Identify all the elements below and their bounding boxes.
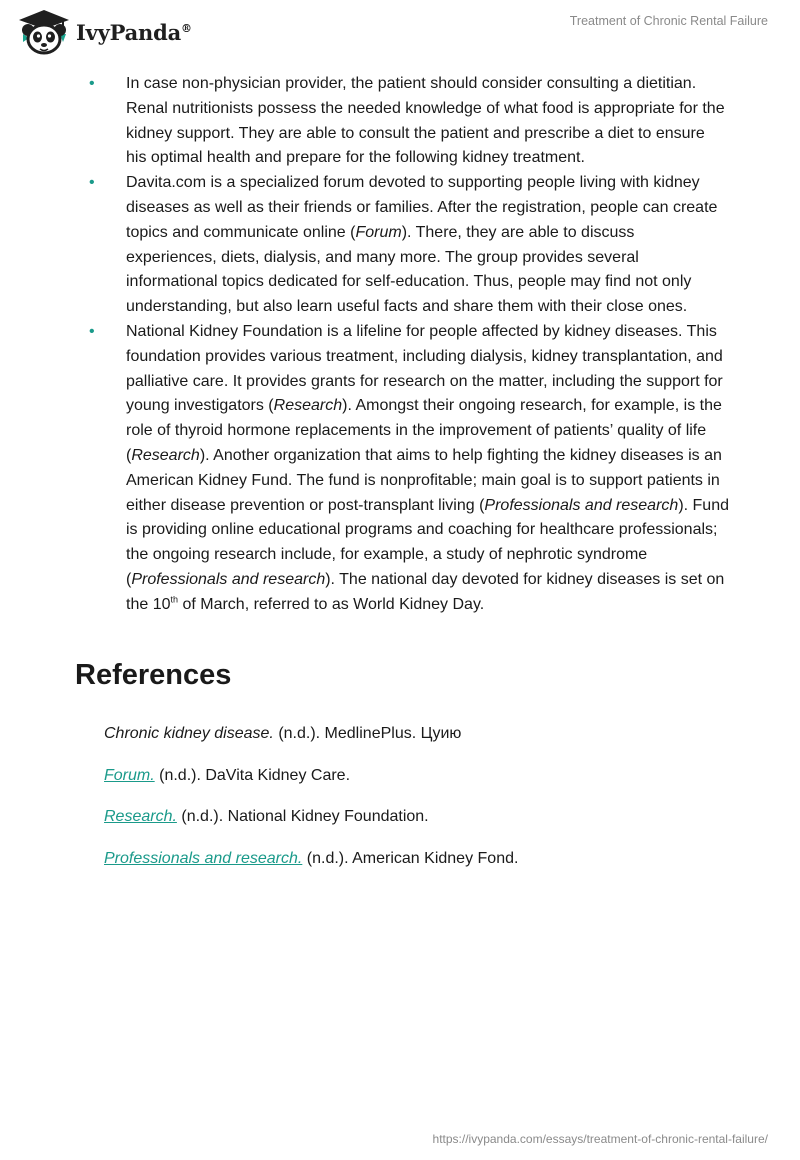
text-segment: ). Amongst their ongoing research, for example, is the role of thyroid hormone replacements in the improvement of patients’ quality of life ( <box>126 397 722 464</box>
panda-graduate-icon <box>14 8 74 56</box>
bullet-item <box>84 171 729 320</box>
bullet-dot-icon: • <box>89 322 95 340</box>
brand-logo[interactable] <box>14 8 192 56</box>
bullet-item <box>84 320 729 618</box>
bullet-text <box>126 320 729 618</box>
reference-item <box>104 847 764 871</box>
page-header <box>0 0 800 62</box>
text-segment: ). Fund is providing online educational programs and coaching for healthcare professionals; the ongoing research include, for example, a study of nephrotic syndrome ( <box>126 496 729 588</box>
bullet-item <box>84 72 729 171</box>
reference-link[interactable]: Professionals and research. <box>104 849 303 867</box>
registered-mark: ® <box>181 21 192 35</box>
text-segment: ). Another organization that aims to help fighting the kidney diseases is an American Kidney Fund. The fund is nonprofitable; main goal is to support patients in either disease prevention or post-transplant living ( <box>126 446 722 514</box>
reference-source: (n.d.). MedlinePlus. Цуию <box>273 725 462 742</box>
bullet-dot-icon: • <box>89 174 95 192</box>
bullet-list <box>84 72 729 618</box>
reference-item <box>104 722 764 746</box>
text-segment: National Kidney Foundation is a lifeline for people affected by kidney diseases. This foundation provides various treatment, including dialysis, kidney transplantation, and palliative care. It provides grants for research on the matter, including the support for young investigators ( <box>126 322 723 415</box>
reference-source: (n.d.). National Kidney Foundation. <box>176 808 429 825</box>
text-segment: th <box>170 594 178 605</box>
reference-item <box>104 764 764 788</box>
references-heading: References <box>75 659 232 691</box>
text-segment: In case non-physician provider, the patient should consider consulting a dietitian. Renal nutritionists possess the needed knowledge of what food is appropriate for the kidney support. They are able to consult the patient and prescribe a diet to ensure his optimal health and prepare for the following kidney treatment. <box>126 75 725 167</box>
citation-text: Professionals and research <box>131 570 326 588</box>
reference-item <box>104 805 764 829</box>
footer-url[interactable]: https://ivypanda.com/essays/treatment-of-chronic-rental-failure/ <box>432 1132 768 1146</box>
reference-link[interactable]: Research. <box>104 808 177 825</box>
bullet-dot-icon: • <box>89 75 95 92</box>
brand-name: IvyPanda® <box>76 19 192 45</box>
citation-text: Research <box>273 397 343 415</box>
reference-source: (n.d.). DaVita Kidney Care. <box>154 766 351 784</box>
citation-text: Professionals and research <box>484 496 679 514</box>
reference-link[interactable]: Forum. <box>104 766 155 784</box>
references-list <box>104 722 764 888</box>
document-title: Treatment of Chronic Rental Failure <box>569 14 768 28</box>
bullet-text <box>126 171 729 320</box>
citation-text: Research <box>131 446 200 464</box>
text-segment: Davita.com is a specialized forum devoted to supporting people living with kidney diseases as well as their friends or families. After the registration, people can create topics and communicate online ( <box>126 174 718 241</box>
reference-source: (n.d.). American Kidney Fond. <box>302 849 519 867</box>
text-segment: ). There, they are able to discuss experiences, diets, dialysis, and many more. The group provides several informational topics dedicated for self-education. Thus, people may find not only understanding, but also learn useful facts and share them with their close ones. <box>126 223 692 316</box>
text-segment: ). The national day devoted for kidney diseases is set on the 10 <box>126 570 725 613</box>
citation-text: Forum <box>355 223 402 241</box>
bullet-text <box>126 72 729 171</box>
reference-title: Chronic kidney disease. <box>104 725 274 742</box>
text-segment: of March, referred to as World Kidney Day. <box>178 595 485 613</box>
